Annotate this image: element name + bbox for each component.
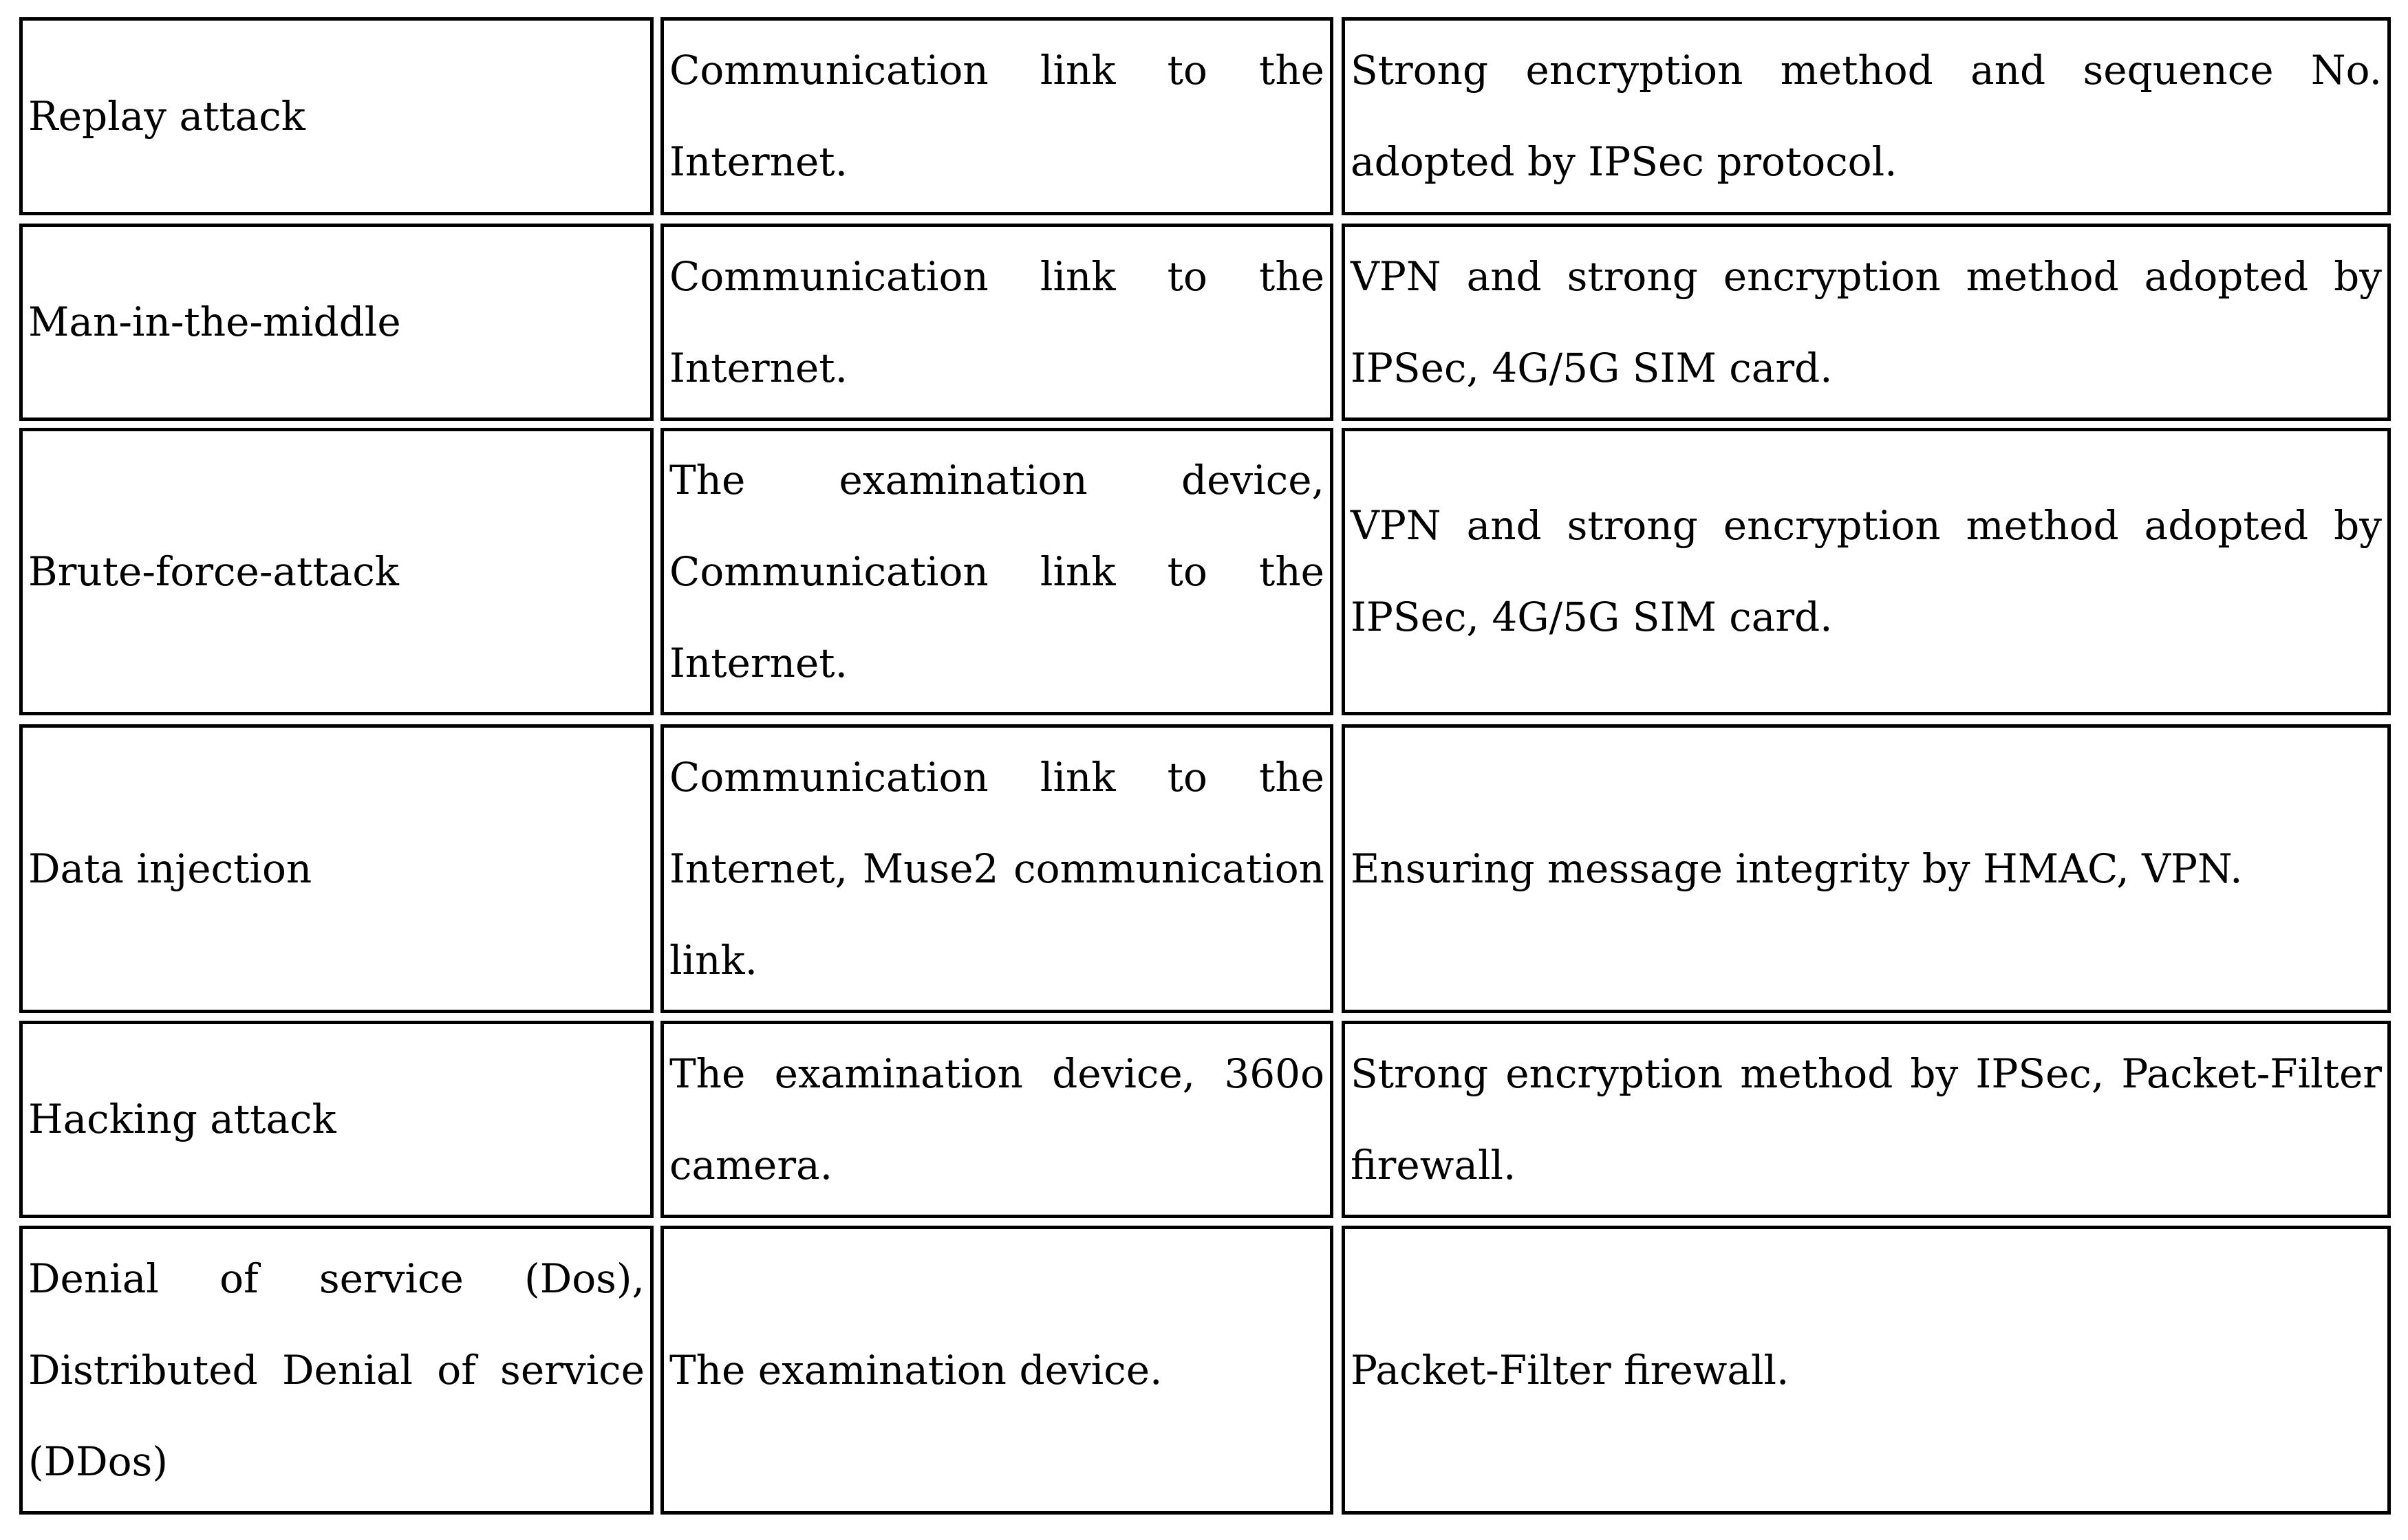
threat-text: Brute-force-attack (28, 547, 399, 595)
threat-text: Denial of service (Dos), Distributed Denial of service (DDos) (28, 1255, 645, 1485)
countermeasure-text: Ensuring message integrity by HMAC, VPN. (1351, 845, 2243, 892)
target-text: Communication link to the Internet. (669, 252, 1324, 391)
table-cell-countermeasure (1342, 1021, 2391, 1218)
countermeasure-text: VPN and strong encryption method adopted by IPSec, 4G/5G SIM card. (1351, 252, 2382, 391)
table-cell-threat (19, 428, 654, 715)
threat-text: Man-in-the-middle (28, 299, 401, 345)
table-cell-target (660, 17, 1333, 215)
target-text: Communication link to the Internet. (669, 47, 1324, 185)
countermeasure-text: Packet-Filter firewall. (1351, 1346, 1789, 1393)
threat-text: Data injection (28, 845, 312, 892)
table-cell-countermeasure (1342, 724, 2391, 1013)
target-text: The examination device, Communication link to the Internet. (669, 456, 1324, 686)
threat-text: Replay attack (28, 92, 305, 140)
table-cell-countermeasure (1342, 428, 2391, 715)
threat-text: Hacking attack (28, 1096, 336, 1142)
table-cell-target (660, 724, 1333, 1013)
table-cell-target (660, 428, 1333, 715)
table-cell-countermeasure (1342, 224, 2391, 421)
target-text: Communication link to the Internet, Muse2 communication link. (669, 753, 1324, 984)
countermeasure-text: Strong encryption method and sequence No. adopted by IPSec protocol. (1351, 47, 2382, 185)
target-text: The examination device. (669, 1346, 1163, 1393)
table-cell-target (660, 1021, 1333, 1218)
table-cell-threat (19, 224, 654, 421)
countermeasure-text: VPN and strong encryption method adopted by IPSec, 4G/5G SIM card. (1351, 502, 2382, 640)
table-cell-threat (19, 724, 654, 1013)
table-cell-countermeasure (1342, 17, 2391, 215)
target-text: The examination device, 360o camera. (669, 1050, 1324, 1189)
table-cell-threat (19, 1226, 654, 1515)
table-cell-target (660, 224, 1333, 421)
table-cell-threat (19, 1021, 654, 1218)
table-cell-countermeasure (1342, 1226, 2391, 1515)
table-cell-threat (19, 17, 654, 215)
countermeasure-text: Strong encryption method by IPSec, Packet-Filter firewall. (1351, 1050, 2382, 1189)
table-cell-target (660, 1226, 1333, 1515)
